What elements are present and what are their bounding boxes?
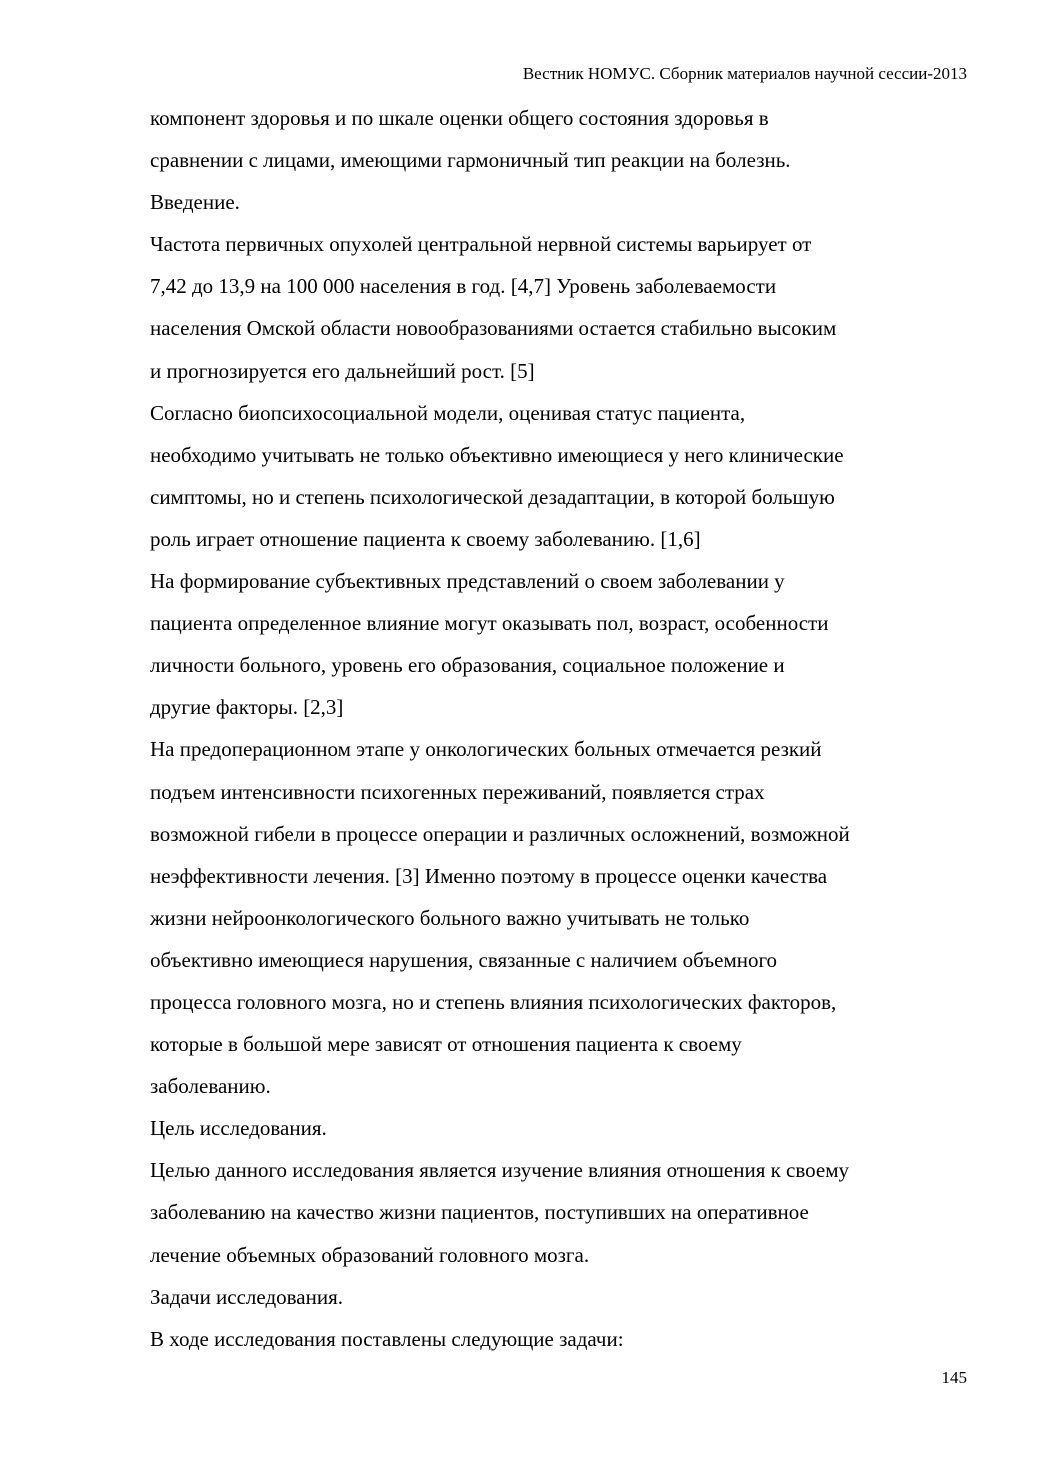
text-line: объективно имеющиеся нарушения, связанные с наличием объемного (150, 947, 778, 972)
page-number: 145 (941, 1368, 967, 1387)
text-line: необходимо учитывать не только объективно имеющиеся у него клинические (150, 442, 844, 467)
section-heading-goal: Цель исследования. (150, 1116, 327, 1141)
text-line: подъем интенсивности психогенных переживаний, появляется страх (150, 779, 765, 804)
text-line: Целью данного исследования является изучение влияния отношения к своему (150, 1158, 850, 1183)
text-line: 7,42 до 13,9 на 100 000 населения в год. [4,7] Уровень заболеваемости (150, 274, 777, 299)
text-line: возможной гибели в процессе операции и различных осложнений, возможной (150, 821, 850, 846)
text-line: заболеванию. (150, 1074, 271, 1099)
text-line: неэффективности лечения. [3] Именно поэтому в процессе оценки качества (150, 863, 828, 888)
text-line: которые в большой мере зависят от отношения пациента к своему (150, 1032, 742, 1057)
text-line: В ходе исследования поставлены следующие задачи: (150, 1326, 624, 1351)
text-line: пациента определенное влияние могут оказывать пол, возраст, особенности (150, 611, 829, 636)
running-header: Вестник НОМУС. Сборник материалов научной сессии-2013 (522, 64, 967, 83)
text-line: процесса головного мозга, но и степень влияния психологических факторов, (150, 989, 837, 1014)
text-line: компонент здоровья и по шкале оценки общего состояния здоровья в (150, 106, 769, 130)
text-line: лечение объемных образований головного мозга. (150, 1242, 590, 1267)
text-line: На формирование субъективных представлений о своем заболевании у (150, 569, 785, 594)
text-line: заболеванию на качество жизни пациентов, поступивших на оперативное (150, 1200, 809, 1225)
text-line: жизни нейроонкологического больного важно учитывать не только (150, 905, 750, 930)
text-line: сравнении с лицами, имеющими гармоничный тип реакции на болезнь. (150, 148, 791, 173)
text-line: На предоперационном этапе у онкологических больных отмечается резкий (150, 737, 822, 762)
text-line: симптомы, но и степень психологической дезадаптации, в которой большую (150, 484, 835, 509)
text-line: населения Омской области новообразованиями остается стабильно высоким (150, 316, 837, 341)
text-line: Согласно биопсихосоциальной модели, оценивая статус пациента, (150, 400, 746, 425)
text-line: другие факторы. [2,3] (150, 695, 344, 720)
section-heading-introduction: Введение. (150, 190, 240, 215)
body-text (150, 97, 980, 1360)
text-line: роль играет отношение пациента к своему заболеванию. [1,6] (150, 526, 701, 551)
text-line: личности больного, уровень его образования, социальное положение и (150, 653, 785, 678)
text-line: и прогнозируется его дальнейший рост. [5] (150, 358, 535, 383)
text-line: Частота первичных опухолей центральной нервной системы варьирует от (150, 232, 812, 257)
section-heading-tasks: Задачи исследования. (150, 1284, 343, 1309)
